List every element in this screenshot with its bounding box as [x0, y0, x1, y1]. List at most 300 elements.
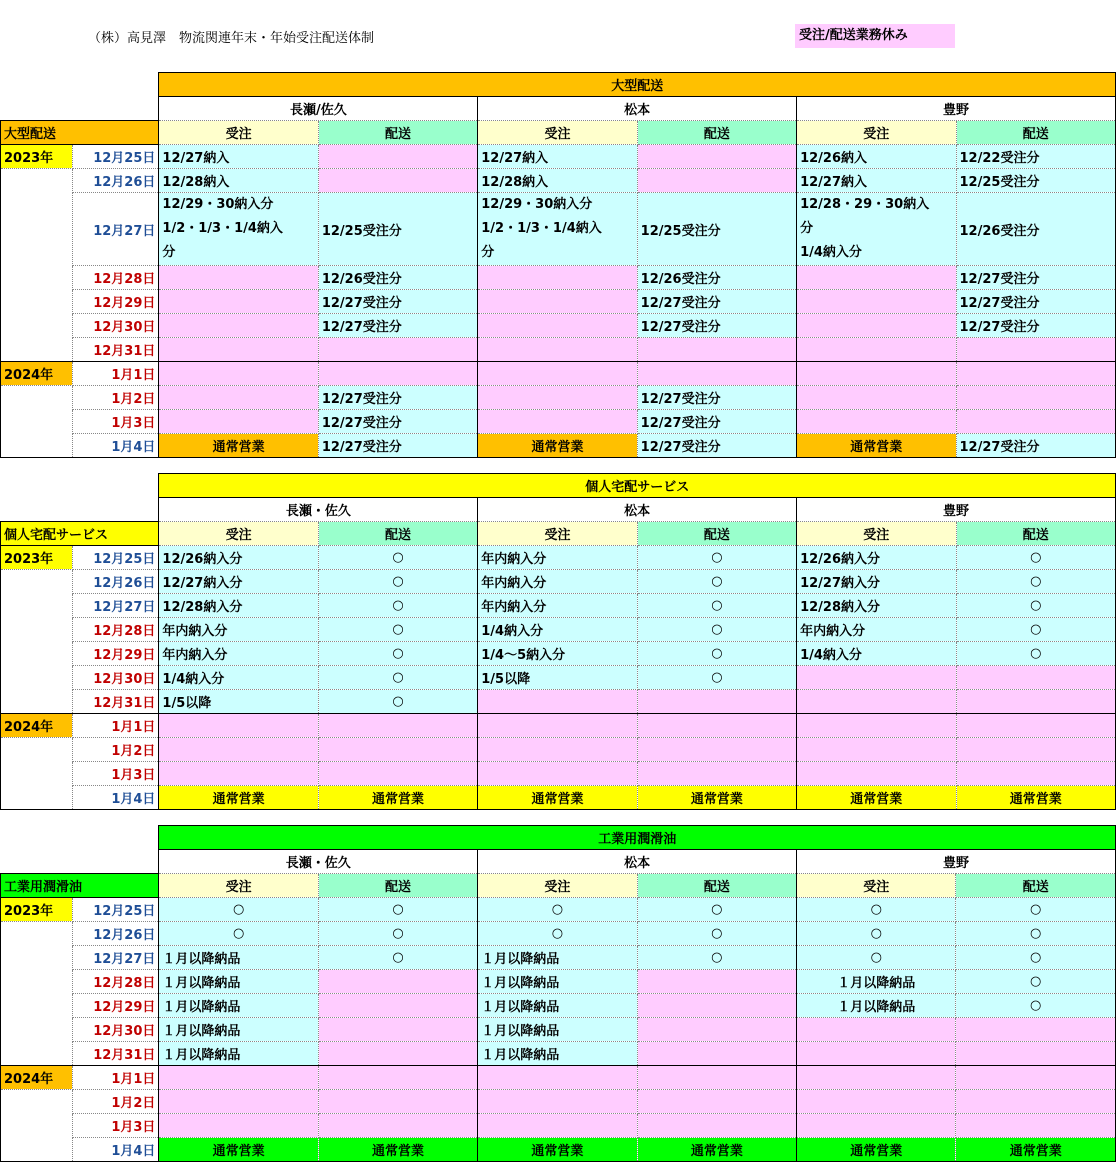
delivery-cell: 12/27受注分 [956, 290, 1115, 314]
page-title: （株）高見澤 物流関連年末・年始受注配送体制 [88, 31, 375, 46]
delivery-cell: ○ [956, 994, 1116, 1018]
schedule-table-1 [0, 72, 1116, 458]
order-cell [797, 738, 956, 762]
delivery-cell [956, 1042, 1116, 1066]
delivery-cell: ○ [637, 898, 796, 922]
order-cell: 年内納入分 [797, 618, 956, 642]
order-cell: 年内納入分 [478, 570, 637, 594]
order-cell: ○ [159, 922, 318, 946]
date-label: 1月1日 [73, 714, 159, 738]
order-cell [478, 338, 637, 362]
delivery-cell: 12/25受注分 [956, 169, 1115, 193]
order-cell [159, 1090, 318, 1114]
delivery-cell: 12/26受注分 [637, 266, 796, 290]
delivery-cell: 12/25受注分 [318, 193, 477, 266]
date-label: 1月1日 [73, 362, 159, 386]
table-row [1, 362, 1116, 386]
order-cell [478, 386, 637, 410]
year-blank [1, 1090, 73, 1114]
order-cell [797, 386, 956, 410]
order-cell [478, 1114, 637, 1138]
order-cell: １月以降納品 [797, 994, 956, 1018]
delivery-cell: ○ [956, 594, 1115, 618]
delivery-cell: ○ [956, 970, 1116, 994]
year-blank [1, 738, 73, 762]
order-cell: 通常営業 [478, 434, 637, 458]
date-label: 12月26日 [73, 169, 159, 193]
order-cell: 12/29・30納入分 1/2・1/3・1/4納入 分 [159, 193, 318, 266]
order-cell: 通常営業 [159, 1138, 318, 1162]
side-category-label: 大型配送 [1, 121, 159, 145]
order-cell [478, 714, 637, 738]
table-row [1, 290, 1116, 314]
delivery-cell: 12/27受注分 [637, 410, 796, 434]
table-row [1, 386, 1116, 410]
delivery-cell [637, 994, 796, 1018]
table-row [1, 169, 1116, 193]
order-cell [797, 266, 956, 290]
category-title: 個人宅配サービス [159, 474, 1116, 498]
delivery-column-header: 配送 [637, 874, 796, 898]
delivery-cell [637, 738, 796, 762]
delivery-cell [637, 338, 796, 362]
order-cell: 年内納入分 [159, 642, 318, 666]
year-label: 2023年 [1, 145, 73, 169]
delivery-cell [956, 1114, 1116, 1138]
date-label: 1月2日 [73, 738, 159, 762]
order-cell: 年内納入分 [159, 618, 318, 642]
delivery-cell [956, 1066, 1116, 1090]
order-cell: １月以降納品 [159, 994, 318, 1018]
table-row [1, 762, 1116, 786]
date-label: 1月4日 [73, 786, 159, 810]
order-cell: １月以降納品 [159, 1042, 318, 1066]
order-cell: 通常営業 [478, 786, 637, 810]
blank-cell [1, 474, 159, 498]
year-blank [1, 618, 73, 642]
delivery-cell [637, 762, 796, 786]
order-cell: 1/4納入分 [478, 618, 637, 642]
order-cell: １月以降納品 [159, 970, 318, 994]
delivery-cell: 12/27受注分 [318, 290, 477, 314]
delivery-cell: 12/26受注分 [956, 193, 1115, 266]
order-cell [797, 1114, 956, 1138]
order-cell: １月以降納品 [797, 970, 956, 994]
delivery-cell [956, 714, 1115, 738]
location-header: 長瀬/佐久 [159, 97, 478, 121]
location-header: 豊野 [797, 850, 1116, 874]
order-cell: ○ [159, 898, 318, 922]
date-label: 12月29日 [73, 994, 159, 1018]
order-cell: 通常営業 [159, 786, 318, 810]
delivery-cell [318, 1114, 477, 1138]
order-cell: 通常営業 [797, 434, 956, 458]
order-cell [478, 1090, 637, 1114]
delivery-cell [956, 690, 1115, 714]
order-cell: 通常営業 [797, 786, 956, 810]
order-cell: 1/5以降 [478, 666, 637, 690]
schedule-table-2 [0, 473, 1116, 810]
delivery-cell [637, 1018, 796, 1042]
date-label: 12月25日 [73, 898, 159, 922]
order-column-header: 受注 [159, 874, 318, 898]
year-blank [1, 690, 73, 714]
delivery-cell: ○ [637, 570, 796, 594]
table-row [1, 410, 1116, 434]
table-row [1, 338, 1116, 362]
order-cell: 通常営業 [797, 1138, 956, 1162]
delivery-cell: ○ [318, 618, 477, 642]
delivery-cell: 12/27受注分 [637, 434, 796, 458]
order-cell: １月以降納品 [478, 946, 637, 970]
side-category-label: 工業用潤滑油 [1, 874, 159, 898]
delivery-cell: ○ [637, 594, 796, 618]
order-cell: ○ [797, 898, 956, 922]
order-cell: １月以降納品 [478, 994, 637, 1018]
location-header: 豊野 [797, 498, 1116, 522]
date-label: 12月30日 [73, 666, 159, 690]
delivery-cell: ○ [318, 546, 477, 570]
order-cell [159, 714, 318, 738]
order-cell [478, 690, 637, 714]
delivery-cell: ○ [956, 618, 1115, 642]
order-cell [159, 762, 318, 786]
delivery-column-header: 配送 [956, 522, 1115, 546]
order-cell: 通常営業 [159, 434, 318, 458]
location-header: 松本 [478, 97, 797, 121]
blank-cell [1, 850, 159, 874]
table-row [1, 690, 1116, 714]
order-cell: 1/4納入分 [797, 642, 956, 666]
order-column-header: 受注 [159, 121, 318, 145]
table-row [1, 145, 1116, 169]
delivery-cell [956, 338, 1115, 362]
order-cell: 年内納入分 [478, 594, 637, 618]
location-header: 松本 [478, 850, 797, 874]
delivery-cell [956, 1090, 1116, 1114]
year-blank [1, 290, 73, 314]
table-row [1, 786, 1116, 810]
year-label: 2023年 [1, 546, 73, 570]
delivery-cell: ○ [637, 642, 796, 666]
delivery-cell [637, 690, 796, 714]
order-cell: 12/28納入 [159, 169, 318, 193]
delivery-cell [318, 1090, 477, 1114]
delivery-cell [956, 386, 1115, 410]
delivery-cell: ○ [637, 618, 796, 642]
date-label: 1月4日 [73, 1138, 159, 1162]
table-row [1, 738, 1116, 762]
year-blank [1, 410, 73, 434]
delivery-cell: ○ [956, 642, 1115, 666]
delivery-cell: ○ [637, 922, 796, 946]
date-label: 1月4日 [73, 434, 159, 458]
order-cell [478, 1066, 637, 1090]
table-row [1, 570, 1116, 594]
table-row [1, 898, 1116, 922]
date-label: 12月26日 [73, 570, 159, 594]
delivery-cell: 12/27受注分 [318, 434, 477, 458]
order-column-header: 受注 [478, 874, 637, 898]
order-cell: ○ [797, 922, 956, 946]
delivery-cell: ○ [956, 922, 1116, 946]
order-cell [478, 410, 637, 434]
delivery-cell: ○ [956, 570, 1115, 594]
order-cell: １月以降納品 [478, 970, 637, 994]
order-cell: ○ [478, 922, 637, 946]
table-row [1, 1042, 1116, 1066]
schedule-table-3 [0, 825, 1116, 1162]
delivery-cell: ○ [318, 642, 477, 666]
date-label: 1月3日 [73, 762, 159, 786]
year-blank [1, 922, 73, 946]
table-row [1, 922, 1116, 946]
year-blank [1, 386, 73, 410]
delivery-column-header: 配送 [637, 121, 796, 145]
location-header: 豊野 [797, 97, 1116, 121]
order-cell: 年内納入分 [478, 546, 637, 570]
order-cell [159, 1066, 318, 1090]
date-label: 12月31日 [73, 1042, 159, 1066]
date-label: 12月25日 [73, 145, 159, 169]
delivery-cell [637, 714, 796, 738]
table-row [1, 266, 1116, 290]
date-label: 1月2日 [73, 1090, 159, 1114]
order-cell: 12/27納入 [478, 145, 637, 169]
order-cell: 12/27納入分 [159, 570, 318, 594]
delivery-cell [637, 1090, 796, 1114]
year-label: 2024年 [1, 362, 73, 386]
table-row [1, 546, 1116, 570]
delivery-cell [637, 1066, 796, 1090]
date-label: 12月31日 [73, 338, 159, 362]
blank-cell [1, 826, 159, 850]
delivery-cell [318, 169, 477, 193]
order-cell: 12/28納入分 [797, 594, 956, 618]
table-row [1, 618, 1116, 642]
year-blank [1, 266, 73, 290]
order-cell: 1/4納入分 [159, 666, 318, 690]
delivery-cell [318, 738, 477, 762]
category-title: 大型配送 [159, 73, 1116, 97]
blank-cell [1, 97, 159, 121]
order-cell: 12/29・30納入分 1/2・1/3・1/4納入 分 [478, 193, 637, 266]
delivery-cell: ○ [318, 690, 477, 714]
order-cell [478, 290, 637, 314]
delivery-cell: 12/27受注分 [956, 314, 1115, 338]
delivery-cell [637, 970, 796, 994]
order-cell [797, 1018, 956, 1042]
delivery-cell: 12/26受注分 [318, 266, 477, 290]
date-label: 12月29日 [73, 290, 159, 314]
location-header: 松本 [478, 498, 797, 522]
delivery-cell: ○ [637, 666, 796, 690]
blank-cell [1, 498, 159, 522]
delivery-cell: 通常営業 [318, 1138, 477, 1162]
delivery-cell [956, 362, 1115, 386]
delivery-cell [637, 145, 796, 169]
delivery-column-header: 配送 [318, 874, 477, 898]
order-cell [478, 738, 637, 762]
year-blank [1, 786, 73, 810]
delivery-cell: 12/27受注分 [637, 290, 796, 314]
year-blank [1, 570, 73, 594]
delivery-cell: ○ [637, 946, 796, 970]
year-label: 2023年 [1, 898, 73, 922]
order-cell [797, 1090, 956, 1114]
order-cell [159, 738, 318, 762]
delivery-cell [318, 145, 477, 169]
side-category-label: 個人宅配サービス [1, 522, 159, 546]
table-row [1, 1138, 1116, 1162]
delivery-cell [318, 1066, 477, 1090]
delivery-cell: ○ [956, 546, 1115, 570]
table-row [1, 314, 1116, 338]
delivery-cell: ○ [318, 666, 477, 690]
date-label: 1月2日 [73, 386, 159, 410]
date-label: 12月27日 [73, 946, 159, 970]
order-cell: 12/27納入 [797, 169, 956, 193]
order-cell: ○ [478, 898, 637, 922]
delivery-cell [318, 1042, 477, 1066]
table-row [1, 594, 1116, 618]
location-header: 長瀬・佐久 [159, 498, 478, 522]
legend-closed-swatch: 受注/配送業務休み [795, 24, 955, 48]
table-row [1, 666, 1116, 690]
order-cell [797, 362, 956, 386]
table-row [1, 994, 1116, 1018]
date-label: 12月30日 [73, 1018, 159, 1042]
delivery-cell: 通常営業 [637, 1138, 796, 1162]
delivery-cell [318, 714, 477, 738]
delivery-cell [318, 338, 477, 362]
delivery-cell: ○ [318, 594, 477, 618]
order-cell [797, 290, 956, 314]
date-label: 12月28日 [73, 970, 159, 994]
date-label: 12月27日 [73, 594, 159, 618]
table-row [1, 946, 1116, 970]
order-cell: 12/28納入 [478, 169, 637, 193]
delivery-cell [318, 362, 477, 386]
table-row [1, 434, 1116, 458]
delivery-cell: 通常営業 [956, 1138, 1116, 1162]
delivery-cell: ○ [318, 570, 477, 594]
order-cell: １月以降納品 [159, 1018, 318, 1042]
year-blank [1, 169, 73, 193]
order-cell [478, 314, 637, 338]
order-cell: 1/4～5納入分 [478, 642, 637, 666]
category-title: 工業用潤滑油 [159, 826, 1116, 850]
delivery-cell: ○ [637, 546, 796, 570]
year-blank [1, 1018, 73, 1042]
delivery-cell [318, 970, 477, 994]
year-blank [1, 314, 73, 338]
delivery-cell: 12/27受注分 [318, 386, 477, 410]
table-row [1, 1018, 1116, 1042]
order-cell [797, 714, 956, 738]
date-label: 12月28日 [73, 618, 159, 642]
delivery-cell [637, 169, 796, 193]
delivery-cell: ○ [318, 922, 477, 946]
delivery-cell [956, 410, 1115, 434]
delivery-cell: 通常営業 [956, 786, 1115, 810]
delivery-cell [637, 1114, 796, 1138]
delivery-cell: ○ [318, 946, 477, 970]
delivery-cell: ○ [318, 898, 477, 922]
delivery-cell: 通常営業 [318, 786, 477, 810]
delivery-cell [956, 738, 1115, 762]
order-cell: １月以降納品 [478, 1042, 637, 1066]
order-cell [797, 338, 956, 362]
order-cell [797, 410, 956, 434]
delivery-cell: 12/27受注分 [637, 386, 796, 410]
order-cell [797, 1042, 956, 1066]
year-blank [1, 338, 73, 362]
date-label: 1月3日 [73, 1114, 159, 1138]
date-label: 12月31日 [73, 690, 159, 714]
year-label: 2024年 [1, 1066, 73, 1090]
delivery-cell [318, 762, 477, 786]
year-blank [1, 594, 73, 618]
order-cell [159, 1114, 318, 1138]
order-cell [478, 362, 637, 386]
delivery-cell: ○ [956, 898, 1116, 922]
year-blank [1, 994, 73, 1018]
table-row [1, 1066, 1116, 1090]
delivery-column-header: 配送 [318, 522, 477, 546]
delivery-cell: 12/27受注分 [318, 314, 477, 338]
order-cell: １月以降納品 [159, 946, 318, 970]
delivery-cell [956, 762, 1115, 786]
order-column-header: 受注 [797, 121, 956, 145]
delivery-cell: 通常営業 [637, 786, 796, 810]
delivery-cell [956, 1018, 1116, 1042]
order-cell: ○ [797, 946, 956, 970]
order-cell: 12/26納入分 [159, 546, 318, 570]
table-row [1, 642, 1116, 666]
order-cell [478, 762, 637, 786]
delivery-cell [637, 362, 796, 386]
delivery-cell: 12/25受注分 [637, 193, 796, 266]
blank-cell [1, 73, 159, 97]
order-column-header: 受注 [478, 121, 637, 145]
order-cell [478, 266, 637, 290]
table-row [1, 193, 1116, 266]
year-blank [1, 762, 73, 786]
delivery-cell: 12/27受注分 [956, 434, 1115, 458]
order-column-header: 受注 [159, 522, 318, 546]
order-cell [159, 338, 318, 362]
date-label: 1月1日 [73, 1066, 159, 1090]
delivery-cell [956, 666, 1115, 690]
order-cell: 12/28納入分 [159, 594, 318, 618]
delivery-column-header: 配送 [956, 874, 1116, 898]
year-blank [1, 1114, 73, 1138]
order-cell: 12/27納入分 [797, 570, 956, 594]
date-label: 12月27日 [73, 193, 159, 266]
delivery-column-header: 配送 [637, 522, 796, 546]
delivery-cell: 12/27受注分 [956, 266, 1115, 290]
order-cell [159, 410, 318, 434]
delivery-column-header: 配送 [318, 121, 477, 145]
order-cell [797, 314, 956, 338]
order-cell: 通常営業 [478, 1138, 637, 1162]
table-row [1, 970, 1116, 994]
year-blank [1, 1042, 73, 1066]
order-cell [159, 362, 318, 386]
order-cell [159, 386, 318, 410]
delivery-cell: 12/22受注分 [956, 145, 1115, 169]
